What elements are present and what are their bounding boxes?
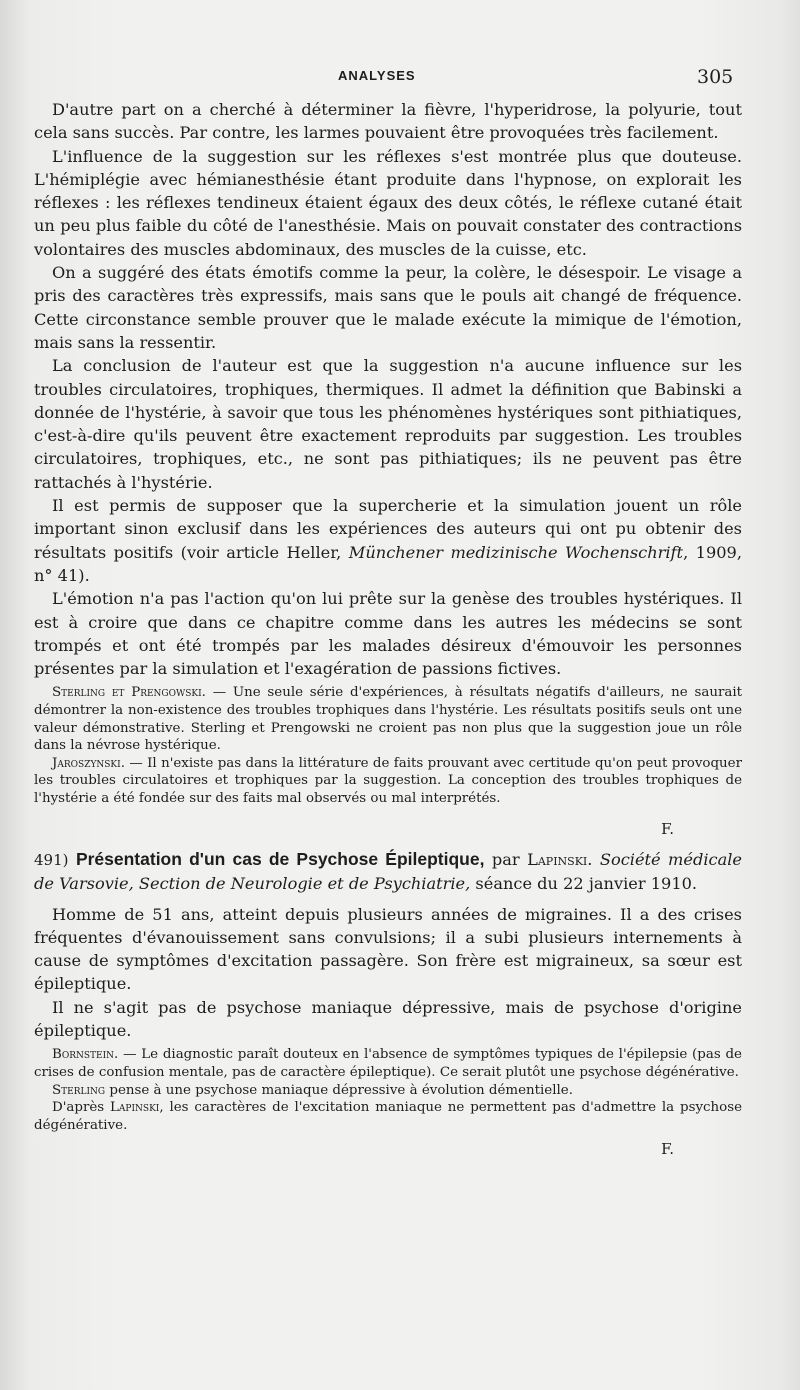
note-text: pense à une psychose maniaque dépressive à évolution démentielle. (105, 1082, 573, 1098)
paragraph: La conclusion de l'auteur est que la suggestion n'a aucune influence sur les troubles circulatoires, trophiques, thermiques. Il admet la définition que Babinski a donnée de l'hystérie, à savoir que tous les phénomènes hystériques sont pithiatiques, c'est-à-dire qu'ils peuvent être exactement reproduits par suggestion. Les troubles circulatoires, trophiques, etc., ne sont pas pithiatiques; ils ne peuvent pas être rattachés à l'hystérie. (34, 356, 742, 492)
text-run: par (484, 849, 528, 869)
signature: F. (661, 819, 674, 838)
abstract-title: Présentation d'un cas de Psychose Épileptique, (75, 848, 485, 869)
paragraph (34, 494, 742, 587)
text-run: Il est permis de supposer que la supercherie et la simulation jouent un rôle important sinon exclusif dans les expériences des auteurs qui ont pu obtenir des résultats positifs (voir article Heller, (34, 496, 742, 562)
running-head: ANALYSES (338, 68, 416, 83)
note-text: — Le diagnostic paraît douteux en l'absence de symptômes typiques de l'épilepsie (pas de crises de confusion mentale, pas de caractère épileptique). Ce serait plutôt une psychose dégénérative. (34, 1047, 742, 1080)
discussant-name: Jaroszynski. (52, 755, 125, 771)
note-text: — Il n'existe pas dans la littérature de faits prouvant avec certitude qu'on peut provoquer les troubles circulatoires et trophiques par la suggestion. La conception des troubles trophiques de l'hystérie a été fondée sur des faits mal observés ou mal interprétés. (34, 755, 742, 806)
discussion-note (34, 1099, 742, 1134)
discussant-name: Lapinski, (110, 1100, 164, 1116)
abstract-number: 491) (34, 850, 69, 869)
paragraph: D'autre part on a cherché à déterminer la fièvre, l'hyperidrose, la polyurie, tout cela sans succès. Par contre, les larmes pouvaient être provoquées très facilement. (34, 100, 742, 143)
meeting-date: séance du 22 janvier 1910. (470, 873, 698, 893)
text-run: D'après (52, 1100, 111, 1116)
note-text: — Une seule série d'expériences, à résultats négatifs d'ailleurs, ne saurait démontrer la non-existence des troubles trophiques dans l'hystérie. Les résultats positifs seuls ont une valeur démonstrative. Sterling et Prengowski ne croient pas non plus que la suggestion joue un rôle dans la névrose hystérique. (34, 685, 742, 754)
discussion-note (34, 1046, 742, 1081)
paragraph: Il ne s'agit pas de psychose maniaque dépressive, mais de psychose d'origine épileptique. (34, 997, 742, 1041)
discussion-note (34, 1082, 742, 1100)
paragraph: L'influence de la suggestion sur les réflexes s'est montrée plus que douteuse. L'hémiplégie avec hémianesthésie étant produite dans l'hypnose, on explorait les réflexes : les réflexes tendineux étaient égaux des deux côtés, le réflexe cutané était un peu plus faible du côté de l'anesthésie. Mais on pouvait constater des contractions volontaires des muscles abdominaux, des muscles de la cuisse, etc. (34, 146, 742, 259)
paragraph: On a suggéré des états émotifs comme la peur, la colère, le désespoir. Le visage a pris des caractères très expressifs, mais sans que le pouls ait changé de fréquence. Cette circonstance semble prouver que le malade exécute la mimique de l'émotion, mais sans la ressentir. (34, 263, 742, 352)
signature: F. (661, 1140, 674, 1159)
discussion-note (34, 755, 742, 808)
analysis-continued (34, 98, 742, 838)
paragraph: Homme de 51 ans, atteint depuis plusieurs années de migraines. Il a des crises fréquentes d'évanouissement sans convulsions; il a subi plusieurs internements à cause de symptômes d'excitation passagère. Son frère est migraineux, sa sœur est épileptique. (34, 904, 742, 994)
source-society: Société médicale de Varsovie, Section de Neurologie et de Psychiatrie, (34, 849, 742, 893)
analysis-491 (34, 848, 742, 1159)
page-header (0, 66, 800, 88)
abstract-heading (34, 848, 742, 895)
page-number: 305 (697, 66, 734, 88)
author-name: Lapinski. (527, 849, 593, 869)
discussant-name: Bornstein. (52, 1047, 119, 1063)
journal-title: Münchener medizinische Wochenschrift (348, 542, 684, 562)
discussant-name: Sterling (52, 1082, 106, 1098)
discussion-note (34, 684, 742, 754)
note-text: les caractères de l'excitation maniaque ne permettent pas d'admettre la psychose dégénérative. (34, 1100, 742, 1133)
text-run: , 1909, n° 41). (34, 542, 742, 585)
discussant-name: Sterling et Prengowski. (52, 685, 206, 701)
page-content (34, 98, 742, 1168)
paragraph: L'émotion n'a pas l'action qu'on lui prête sur la genèse des troubles hystériques. Il est à croire que dans ce chapitre comme dans les autres les médecins se sont trompés et ont été trompés par les malades désireux d'émouvoir les personnes présentes par la simulation et l'exagération de passions fictives. (34, 589, 742, 679)
